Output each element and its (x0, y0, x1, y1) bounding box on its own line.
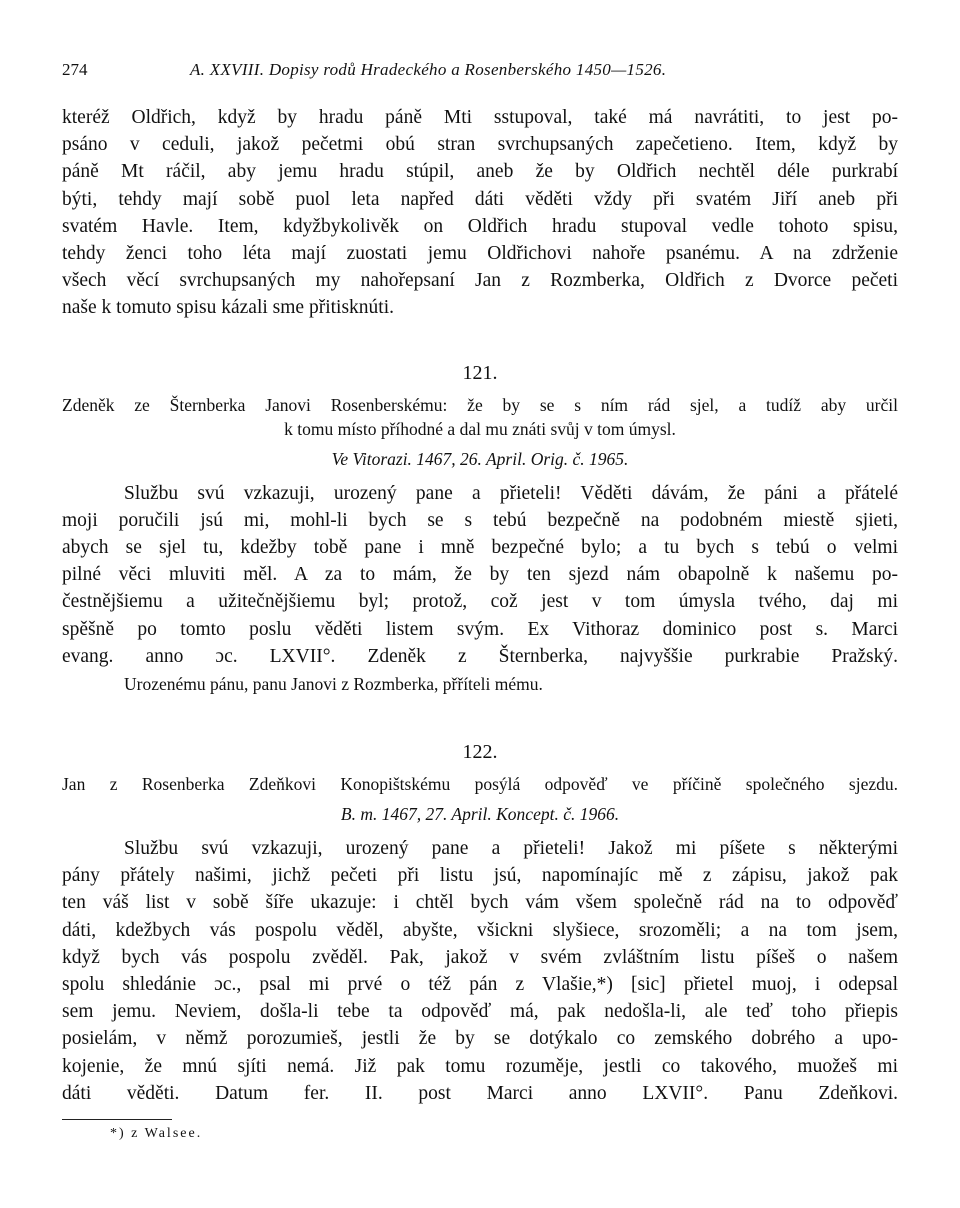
address-line-121: Urozenému pánu, panu Janovi z Rozmberka, přříteli mému. (124, 674, 543, 695)
source-note-121: Ve Vitorazi. 1467, 26. April. Orig. č. 1965. (331, 448, 629, 469)
document-summary-122 (62, 772, 898, 796)
intro-paragraph (62, 104, 898, 322)
signature: Zdeněk z Šternberka, najvyššie purkrabie Pražský. (367, 645, 899, 667)
text-line: moji poručili jsú mi, mohl-li bych se s tebú bezpečně na podobném miestě sjieti, (62, 509, 898, 531)
text-line: Službu svú vzkazuji, urozený pane a přieteli! Jakož mi píšete s některými (124, 838, 898, 860)
document-number-121: 121. (462, 361, 498, 384)
text-line: když bych vás pospolu zvěděl. Pak, jakož v svém zvláštním listu píšeš o našem (62, 946, 898, 968)
page-number: 274 (62, 60, 88, 79)
text-line: svatém Havle. Item, kdyžbykolivěk on Oldřich hradu stupoval vedle tohoto spisu, (62, 215, 898, 237)
document-number-122: 122. (462, 741, 498, 764)
text-line: psáno v ceduli, jakož pečetmi obú stran svrchupsaných zapečetieno. Item, když by (62, 134, 898, 156)
document-page (62, 60, 898, 1142)
text-line: páně Mt ráčil, aby jemu hradu stúpil, aneb že by Oldřich nechtěl déle purkrabí (62, 161, 898, 183)
text-line: ten váš list v sobě šíře ukazuje: i chtěl bych vám všem společně rád na to odpověď (62, 892, 898, 914)
text-line: dáti, kdežbych vás pospolu věděl, abyšte, všickni slyšiece, srozoměli; a na tom jsem, (62, 919, 898, 941)
text-line: sem jemu. Neviem, došla-li tebe ta odpověď má, pak nedošla-li, ale teď toho přiepis (62, 1001, 898, 1023)
document-summary-121 (62, 393, 898, 441)
text-line: tehdy ženci toho léta mají zuostati jemu Oldřichovi nahoře psanému. A na zdrženie (62, 243, 898, 265)
source-note-122: B. m. 1467, 27. April. Koncept. č. 1966. (340, 804, 620, 825)
summary-line: Jan z Rosenberka Zdeňkovi Konopištskému posýlá odpověď ve příčině společného sjezdu. (62, 774, 898, 795)
text-line: všech věcí svrchupsaných my nahořepsaní Jan z Rozmberka, Oldřich z Dvorce pečeti (62, 270, 898, 292)
summary-line: k tomu místo příhodné a dal mu znáti svůj v tom úmysl. (284, 418, 676, 439)
footnote-divider (62, 1119, 172, 1120)
text-line: kojenie, že mnú sjíti nemá. Již pak tomu rozuměje, jestli co takového, muožeš mi (62, 1055, 898, 1077)
text-line: pány přátely našimi, jichž pečeti při listu jsú, napomínajíc mě z zápisu, jakož pak (62, 865, 898, 887)
text-line: pilné věci mluviti měl. A za to mám, že by ten sjezd nám obapolně k našemu po- (62, 564, 898, 586)
closing-line (62, 643, 898, 670)
closing-line (62, 1080, 898, 1107)
closing-date: evang. anno ɔc. LXVII°. (62, 645, 336, 667)
text-line: spolu shledánie ɔc., psal mi prvé o též pán z Vlašie,*) [sic] přietel muoj, i odepsal (62, 974, 898, 996)
footnote: *) z Walsee. (110, 1126, 203, 1142)
text-line: kteréž Oldřich, když by hradu páně Mti sstupoval, také má navrátiti, to jest po- (62, 107, 898, 128)
closing-date: dáti věděti. Datum fer. II. post Marci anno LXVII°. (62, 1082, 709, 1104)
running-header (62, 60, 898, 88)
text-line: čestnějšiemu a užitečnějšiemu byl; protož, což jest v tom úmysla tvého, daj mi (62, 591, 898, 613)
running-title: A. XXVIII. Dopisy rodů Hradeckého a Rosenberského 1450—1526. (190, 60, 667, 79)
text-line: posielám, v němž porozumieš, jestli že by se dotýkalo co zemského dobrého a upo- (62, 1028, 898, 1050)
text-line: Službu svú vzkazuji, urozený pane a přieteli! Věděti dávám, že páni a přátelé (124, 482, 898, 504)
letter-body-121 (62, 480, 898, 670)
summary-line: Zdeněk ze Šternberka Janovi Rosenberskému: že by se s ním rád sjel, a tudíž aby určil (62, 394, 898, 415)
text-line: spěšně po tomto poslu věděti listem svým. Ex Vithoraz dominico post s. Marci (62, 618, 898, 640)
text-line: naše k tomuto spisu kázali sme přitisknúti. (62, 297, 395, 319)
signature: Panu Zdeňkovi. (743, 1082, 898, 1104)
text-line: býti, tehdy mají sobě puol leta napřed dáti věděti vždy při svatém Jiří aneb při (62, 188, 898, 210)
text-line: abych se sjel tu, kdežby tobě pane i mně bezpečné bylo; a tu bych s tebú o velmi (62, 537, 898, 559)
letter-body-122 (62, 835, 898, 1107)
